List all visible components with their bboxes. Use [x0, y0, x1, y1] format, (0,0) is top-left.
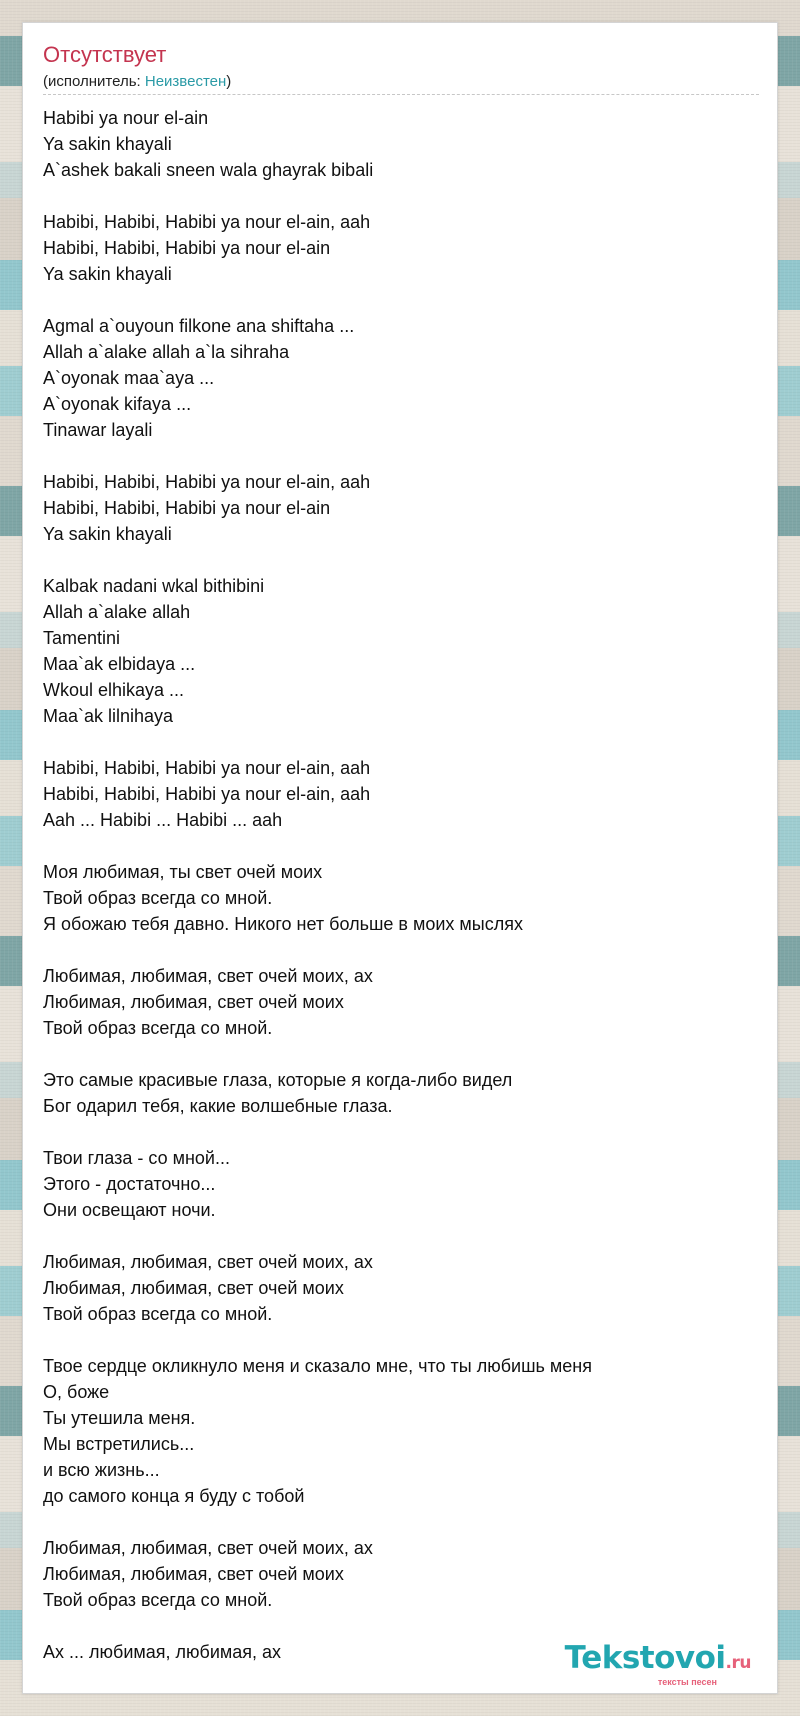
lyric-blank-line: [43, 1327, 759, 1353]
lyric-line: Это самые красивые глаза, которые я когда-либо видел: [43, 1070, 513, 1090]
lyric-blank-line: [43, 287, 759, 313]
lyric-line: Этого - достаточно...: [43, 1174, 216, 1194]
lyric-blank-line: [43, 937, 759, 963]
lyric-blank-line: [43, 1119, 759, 1145]
lyric-line: О, боже: [43, 1382, 110, 1402]
lyric-line: Ты утешила меня.: [43, 1408, 196, 1428]
lyric-blank-line: [43, 1223, 759, 1249]
lyric-line: Wkoul elhikaya ...: [43, 680, 185, 700]
lyric-line: Твой образ всегда со мной.: [43, 1304, 273, 1324]
lyric-line: A`oyonak kifaya ...: [43, 394, 192, 414]
lyric-line: Твой образ всегда со мной.: [43, 1018, 273, 1038]
lyric-line: Ах ... любимая, любимая, ах: [43, 1642, 282, 1662]
lyric-blank-line: [43, 1041, 759, 1067]
lyric-line: Habibi, Habibi, Habibi ya nour el-ain, aah: [43, 784, 371, 804]
lyric-line: Любимая, любимая, свет очей моих: [43, 992, 344, 1012]
lyric-line: Я обожаю тебя давно. Никого нет больше в моих мыслях: [43, 914, 523, 934]
lyric-line: Ya sakin khayali: [43, 524, 172, 544]
lyric-line: Aah ... Habibi ... Habibi ... aah: [43, 810, 283, 830]
lyric-line: Мы встретились...: [43, 1434, 195, 1454]
lyric-blank-line: [43, 1613, 759, 1639]
lyric-line: Твой образ всегда со мной.: [43, 888, 273, 908]
lyric-line: Habibi ya nour el-ain: [43, 108, 209, 128]
lyric-line: Ya sakin khayali: [43, 134, 172, 154]
lyric-line: Habibi, Habibi, Habibi ya nour el-ain: [43, 238, 331, 258]
lyric-line: Agmal a`ouyoun filkone ana shiftaha ...: [43, 316, 355, 336]
lyric-line: Бог одарил тебя, какие волшебные глаза.: [43, 1096, 393, 1116]
lyric-line: Habibi, Habibi, Habibi ya nour el-ain, aah: [43, 212, 371, 232]
lyric-line: A`oyonak maa`aya ...: [43, 368, 215, 388]
logo-name: Tekstovoi: [564, 1640, 726, 1676]
lyric-line: Maa`ak elbidaya ...: [43, 654, 196, 674]
lyric-line: Любимая, любимая, свет очей моих, ах: [43, 966, 373, 986]
lyric-line: Habibi, Habibi, Habibi ya nour el-ain: [43, 498, 331, 518]
lyric-line: Они освещают ночи.: [43, 1200, 216, 1220]
lyric-blank-line: [43, 833, 759, 859]
lyric-line: Твой образ всегда со мной.: [43, 1590, 273, 1610]
artist-prefix: (исполнитель:: [43, 73, 145, 90]
lyric-line: Kalbak nadani wkal bithibini: [43, 576, 265, 596]
logo-domain-suffix: .ru: [725, 1653, 751, 1673]
site-logo[interactable]: [565, 1641, 751, 1687]
lyric-line: A`ashek bakali sneen wala ghayrak bibali: [43, 160, 374, 180]
lyric-blank-line: [43, 443, 759, 469]
lyric-line: Любимая, любимая, свет очей моих, ах: [43, 1252, 373, 1272]
lyric-line: Твое сердце окликнуло меня и сказало мне, что ты любишь меня: [43, 1356, 592, 1376]
lyric-blank-line: [43, 547, 759, 573]
lyric-line: Любимая, любимая, свет очей моих, ах: [43, 1538, 373, 1558]
lyric-line: Ya sakin khayali: [43, 264, 172, 284]
song-title: Отсутствует: [43, 42, 167, 67]
lyric-blank-line: [43, 183, 759, 209]
lyric-line: Твои глаза - со мной...: [43, 1148, 230, 1168]
lyric-line: и всю жизнь...: [43, 1460, 160, 1480]
artist-link[interactable]: Неизвестен: [144, 73, 227, 90]
lyric-line: Allah a`alake allah: [43, 602, 191, 622]
logo-wordmark: [565, 1641, 751, 1680]
lyrics-text: [43, 105, 759, 1665]
lyric-line: Habibi, Habibi, Habibi ya nour el-ain, aah: [43, 472, 371, 492]
logo-subtitle: тексты песен: [657, 1677, 717, 1687]
lyric-line: Любимая, любимая, свет очей моих: [43, 1564, 344, 1584]
lyric-line: Tinawar layali: [43, 420, 153, 440]
lyrics-card: [22, 22, 778, 1694]
artist-suffix: ): [226, 73, 232, 90]
lyric-line: Tamentini: [43, 628, 121, 648]
artist-line: [43, 73, 759, 95]
lyric-line: Allah a`alake allah a`la sihraha: [43, 342, 290, 362]
lyric-line: Моя любимая, ты свет очей моих: [43, 862, 323, 882]
lyric-line: Любимая, любимая, свет очей моих: [43, 1278, 344, 1298]
lyric-blank-line: [43, 1509, 759, 1535]
lyric-line: до самого конца я буду с тобой: [43, 1486, 305, 1506]
lyric-line: Habibi, Habibi, Habibi ya nour el-ain, aah: [43, 758, 371, 778]
lyric-blank-line: [43, 729, 759, 755]
lyric-line: Maa`ak lilnihaya: [43, 706, 174, 726]
